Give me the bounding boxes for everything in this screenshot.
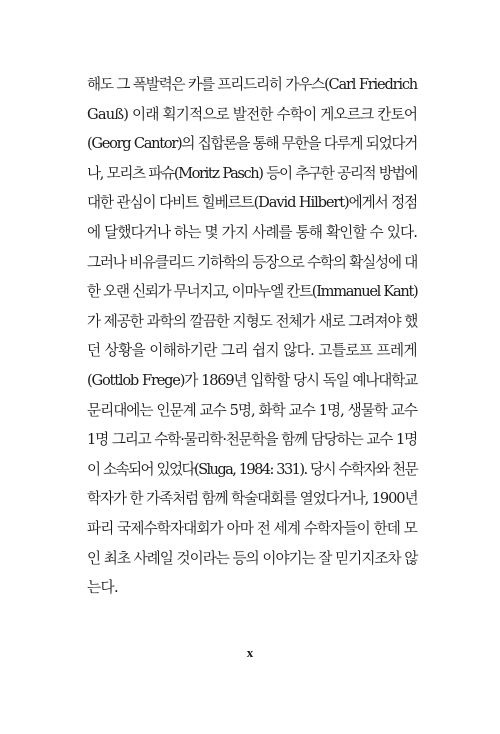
text-line: 나, 모리츠 파슈(Moritz Pasch) 등이 추구한 공리적 방법에 <box>87 164 417 182</box>
text-line: (Gottlob Frege)가 1869년 입학할 당시 독일 예나대학교 <box>87 371 417 389</box>
text-line: 해도 그 폭발력은 카를 프리드리히 가우스(Carl Friedrich <box>87 76 417 93</box>
text-line: 는다. <box>87 579 119 597</box>
text-line: 한 오랜 신뢰가 무너지고, 이마누엘 칸트(Immanuel Kant) <box>87 283 418 301</box>
text-line: 이 소속되어 있었다(Sluga, 1984: 331). 당시 수학자와 천문 <box>87 460 417 478</box>
text-line: 파리 국제수학자대회가 아마 전 세계 수학자들이 한데 모 <box>87 519 417 537</box>
text-line: 대한 관심이 다비트 힐베르트(David Hilbert)에게서 정점 <box>87 194 418 212</box>
page-number: x <box>246 645 254 660</box>
text-line: 던 상황을 이해하기란 그리 쉽지 않다. 고틀로프 프레게 <box>87 342 417 360</box>
text-line: 1명 그리고 수학·물리학·천문학을 함께 담당하는 교수 1명 <box>87 431 417 449</box>
text-line: 가 제공한 과학의 깔끔한 지형도 전체가 새로 그려져야 했 <box>87 312 418 330</box>
text-line: 인 최초 사례일 것이라는 등의 이야기는 잘 믿기지조차 않 <box>87 549 418 567</box>
text-line: 학자가 한 가족처럼 함께 학술대회를 열었다거나, 1900년 <box>87 490 418 508</box>
text-line: 문리대에는 인문계 교수 5명, 화학 교수 1명, 생물학 교수 <box>87 401 417 419</box>
text-line: 그러나 비유클리드 기하학의 등장으로 수학의 확실성에 대 <box>87 253 418 271</box>
text-line: Gauß) 이래 획기적으로 발전한 수학이 게오르크 칸토어 <box>87 105 418 123</box>
body-text <box>87 70 417 603</box>
text-line: (Georg Cantor)의 집합론을 통해 무한을 다루게 되었다거 <box>87 135 417 153</box>
text-line: 에 달했다거나 하는 몇 가지 사례를 통해 확인할 수 있다. <box>87 223 417 241</box>
